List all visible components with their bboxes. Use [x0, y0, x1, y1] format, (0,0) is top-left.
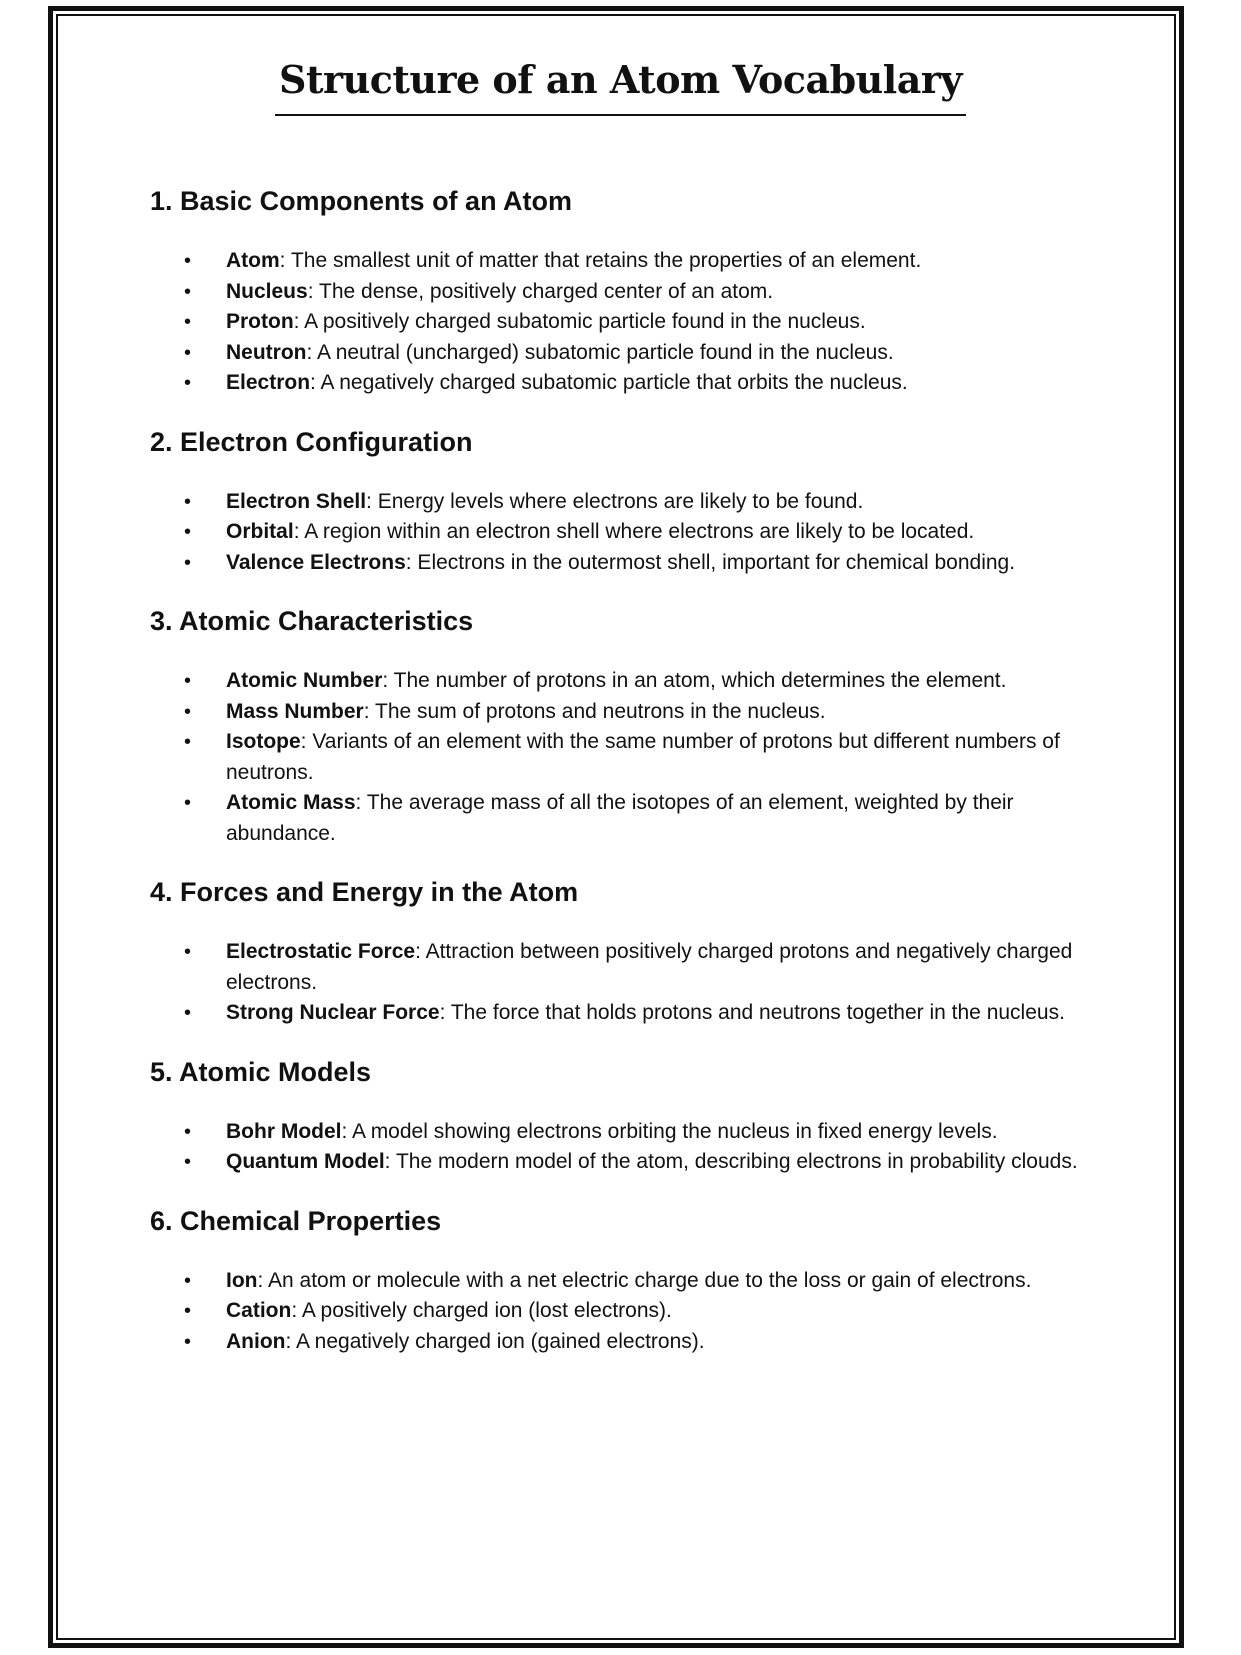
term-list-item: [150, 307, 1090, 338]
term-name: Ion: [226, 1268, 258, 1292]
term-name: Atomic Number: [226, 669, 383, 692]
term-definition: : A positively charged ion (lost electrons).: [291, 1299, 672, 1322]
term-definition: : The force that holds protons and neutrons together in the nucleus.: [439, 1001, 1065, 1024]
section-heading: 6. Chemical Properties: [150, 1205, 442, 1236]
vocab-section: [150, 1204, 1090, 1358]
term-definition: : A region within an electron shell where electrons are likely to be located.: [293, 520, 975, 543]
document-title: Structure of an Atom Vocabulary: [275, 52, 966, 116]
bullet-icon: •: [184, 1120, 192, 1143]
section-heading: 2. Electron Configuration: [150, 426, 473, 457]
term-definition: : The modern model of the atom, describing electrons in probability clouds.: [384, 1150, 1078, 1173]
term-definition: : The number of protons in an atom, which determines the element.: [382, 669, 1007, 692]
bullet-icon: •: [184, 551, 192, 574]
bullet-icon: •: [184, 1002, 192, 1024]
section-heading: 4. Forces and Energy in the Atom: [150, 877, 579, 907]
term-list-item: [150, 1117, 1090, 1148]
bullet-icon: •: [184, 670, 192, 692]
term-definition: : An atom or molecule with a net electric charge due to the loss or gain of electrons.: [257, 1268, 1032, 1292]
term-list: [150, 487, 1090, 579]
term-definition: : Variants of an element with the same number of protons but different numbers of neutrons.: [226, 730, 1060, 784]
term-list-item: [150, 548, 1090, 579]
term-name: Isotope: [226, 730, 301, 753]
term-list-item: [150, 727, 1090, 788]
term-list-item: [150, 998, 1090, 1029]
term-definition: : The average mass of all the isotopes of an element, weighted by their abundance.: [226, 791, 1014, 845]
term-list-item: [150, 1266, 1090, 1297]
term-list-item: [150, 368, 1090, 399]
term-list-item: [150, 1147, 1090, 1178]
term-definition: : The sum of protons and neutrons in the nucleus.: [363, 699, 826, 723]
bullet-icon: •: [184, 280, 192, 303]
term-list-item: [150, 246, 1090, 277]
bullet-icon: •: [184, 731, 192, 753]
term-name: Quantum Model: [226, 1150, 385, 1173]
term-list: [150, 937, 1090, 1029]
term-name: Mass Number: [226, 699, 364, 723]
term-definition: : A negatively charged ion (gained electrons).: [285, 1329, 705, 1353]
term-list-item: [150, 666, 1090, 697]
bullet-icon: •: [184, 250, 192, 272]
term-definition: : Electrons in the outermost shell, important for chemical bonding.: [405, 550, 1016, 574]
document-title-block: [0, 52, 1241, 116]
bullet-icon: •: [184, 1300, 192, 1322]
term-list-item: [150, 937, 1090, 998]
term-list-item: [150, 697, 1090, 728]
bullet-icon: •: [184, 490, 192, 513]
term-definition: : Energy levels where electrons are likely to be found.: [366, 489, 864, 513]
term-definition: : A negatively charged subatomic particle that orbits the nucleus.: [310, 371, 908, 394]
term-list: [150, 246, 1090, 399]
term-definition: : The smallest unit of matter that retains the properties of an element.: [279, 249, 922, 272]
term-list: [150, 1266, 1090, 1358]
bullet-icon: •: [184, 372, 192, 394]
bullet-icon: •: [184, 521, 192, 543]
term-name: Proton: [226, 310, 294, 333]
term-name: Valence Electrons: [226, 550, 406, 574]
term-name: Cation: [226, 1299, 292, 1322]
term-name: Electron: [226, 371, 311, 394]
term-list-item: [150, 788, 1090, 849]
bullet-icon: •: [184, 1151, 192, 1173]
bullet-icon: •: [184, 941, 192, 963]
term-name: Electron Shell: [226, 489, 367, 513]
bullet-icon: •: [184, 1269, 192, 1292]
vocab-section: [150, 1055, 1090, 1178]
bullet-icon: •: [184, 311, 192, 333]
term-definition: : Attraction between positively charged protons and negatively charged electrons.: [226, 940, 1073, 994]
section-heading: 3. Atomic Characteristics: [150, 606, 474, 636]
vocab-section: [150, 425, 1090, 579]
term-list: [150, 666, 1090, 849]
term-name: Atomic Mass: [226, 791, 356, 814]
section-heading: 5. Atomic Models: [150, 1056, 372, 1087]
term-list-item: [150, 1327, 1090, 1358]
bullet-icon: •: [184, 700, 192, 723]
term-name: Nucleus: [226, 279, 308, 303]
term-name: Anion: [226, 1329, 286, 1353]
term-name: Atom: [226, 249, 280, 272]
term-name: Electrostatic Force: [226, 940, 416, 963]
term-name: Strong Nuclear Force: [226, 1001, 440, 1024]
term-list-item: [150, 338, 1090, 369]
term-definition: : A neutral (uncharged) subatomic particle found in the nucleus.: [306, 340, 894, 364]
term-definition: : A positively charged subatomic particle found in the nucleus.: [293, 310, 866, 333]
term-name: Neutron: [226, 340, 307, 364]
vocab-section: [150, 604, 1090, 849]
section-heading: 1. Basic Components of an Atom: [150, 186, 573, 216]
bullet-icon: •: [184, 341, 192, 364]
vocabulary-content: [150, 184, 1090, 1383]
vocab-section: [150, 184, 1090, 399]
term-list-item: [150, 277, 1090, 308]
bullet-icon: •: [184, 1330, 192, 1353]
term-list: [150, 1117, 1090, 1178]
vocab-section: [150, 875, 1090, 1029]
term-name: Bohr Model: [226, 1119, 342, 1143]
term-name: Orbital: [226, 520, 294, 543]
term-list-item: [150, 517, 1090, 548]
term-definition: : A model showing electrons orbiting the nucleus in fixed energy levels.: [341, 1119, 998, 1143]
term-list-item: [150, 1296, 1090, 1327]
term-list-item: [150, 487, 1090, 518]
term-definition: : The dense, positively charged center of an atom.: [307, 279, 774, 303]
bullet-icon: •: [184, 792, 192, 814]
